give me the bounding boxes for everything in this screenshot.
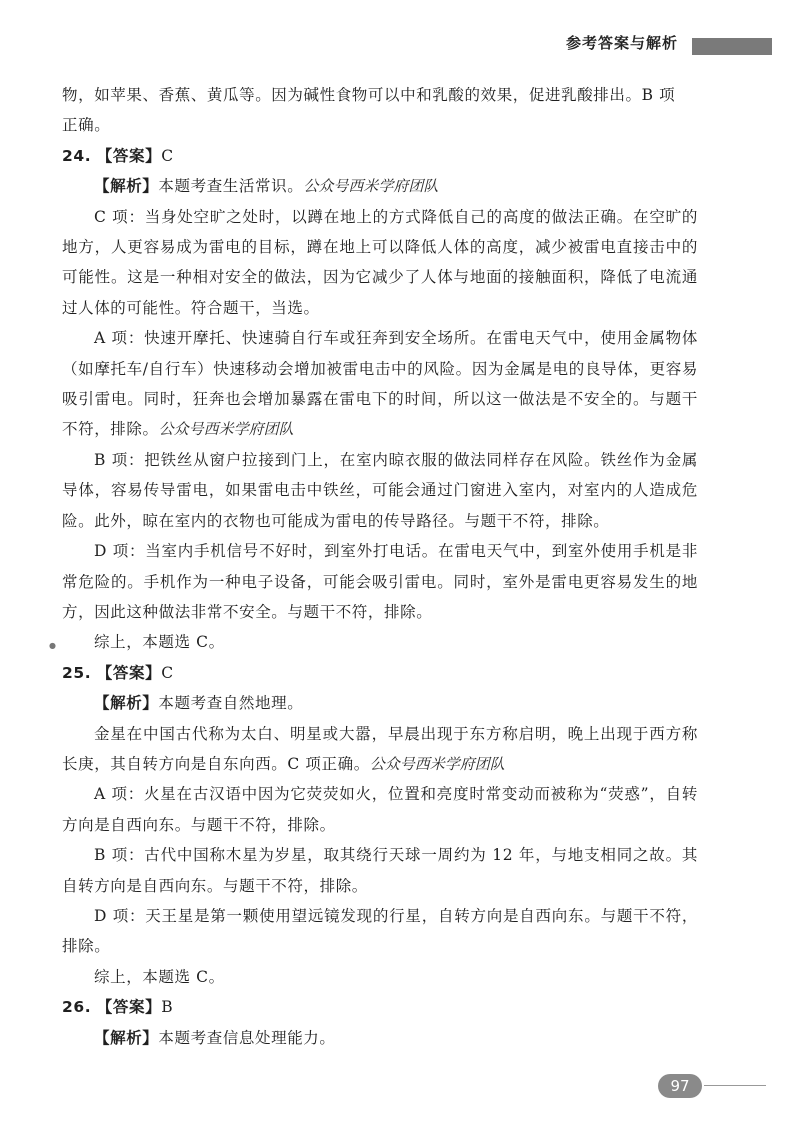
footer-rule: [704, 1085, 766, 1086]
q24-option-a: A 项：快速开摩托、快速骑自行车或狂奔到安全场所。在雷电天气中，使用金属物体（如摩托车/自行车）快速移动会增加被雷电击中的风险。因为金属是电的良导体，更容易吸引雷电。同时，狂奔也会增加暴露在雷电下的时间，所以这一做法是不安全的。与题干不符，排除。公众号西米学府团队: [62, 329, 698, 439]
running-header-title: 参考答案与解析: [566, 34, 679, 52]
watermark-text: 公众号西米学府团队: [303, 177, 439, 196]
q26-analysis-tag: 【解析】: [94, 1028, 159, 1047]
page-body: [62, 80, 698, 1053]
q24-option-c: C 项：当身处空旷之处时，以蹲在地上的方式降低自己的高度的做法正确。在空旷的地方，人更容易成为雷电的目标，蹲在地上可以降低人体的高度，减少被雷电直接击中的可能性。这是一种相对安全的做法，因为它减少了人体与地面的接触面积，降低了电流通过人体的可能性。符合题干，当选。: [62, 207, 698, 317]
q24-summary: 综上，本题选 C。: [94, 633, 225, 652]
q24-answer-tag: 【答案】: [96, 146, 162, 165]
q25-option-a: A 项：火星在古汉语中因为它荧荧如火，位置和亮度时常变动而被称为“荧惑”，自转方向是自西向东。与题干不符，排除。: [62, 785, 698, 834]
q24-analysis-tag: 【解析】: [94, 177, 159, 196]
q25-answer-line: [62, 658, 698, 688]
q24-number: 24.: [62, 146, 92, 165]
q26-answer: B: [161, 998, 174, 1017]
q25-number: 25.: [62, 663, 92, 682]
binding-edge-mark: ●: [49, 641, 56, 650]
q25-summary: 综上，本题选 C。: [94, 967, 225, 986]
q25-answer: C: [161, 663, 174, 682]
q26-number: 26.: [62, 998, 92, 1017]
q26-analysis-line: 【解析】本题考查信息处理能力。: [94, 1028, 336, 1047]
q25-option-b: B 项：古代中国称木星为岁星，取其绕行天球一周约为 12 年，与地支相同之故。其自转方向是自西向东。与题干不符，排除。: [62, 846, 698, 895]
q26-answer-line: [62, 992, 698, 1022]
q25-option-d: D 项：天王星是第一颗使用望远镜发现的行星，自转方向是自西向东。与题干不符，排除。: [62, 906, 698, 956]
q24-option-b: B 项：把铁丝从窗户拉接到门上，在室内晾衣服的做法同样存在风险。铁丝作为金属导体，容易传导雷电，如果雷电击中铁丝，可能会通过门窗进入室内，对室内的人造成危险。此外，晾在室内的衣物也可能成为雷电的传导路径。与题干不符，排除。: [62, 450, 698, 530]
q24-option-d: D 项：当室内手机信号不好时，到室外打电话。在雷电天气中，到室外使用手机是非常危险的。手机作为一种电子设备，可能会吸引雷电。同时，室外是雷电更容易发生的地方，因此这种做法非常不安全。与题干不符，排除。: [62, 542, 698, 621]
continued-text: 物，如苹果、香蕉、黄瓜等。因为碱性食物可以中和乳酸的效果，促进乳酸排出。B 项 正确。: [62, 86, 676, 135]
watermark-text: 公众号西米学府团队: [158, 420, 294, 439]
q24-answer: C: [161, 146, 174, 165]
q24-analysis-line: 【解析】本题考查生活常识。公众号西米学府团队: [94, 177, 439, 196]
q25-option-c: 金星在中国古代称为太白、明星或大嚣，早晨出现于东方称启明，晚上出现于西方称长庚，其自转方向是自东向西。C 项正确。公众号西米学府团队: [62, 724, 698, 773]
page-number: 97: [658, 1074, 702, 1098]
q25-analysis-line: 【解析】本题考查自然地理。: [94, 694, 304, 713]
q25-analysis-tag: 【解析】: [94, 694, 159, 713]
q26-answer-tag: 【答案】: [96, 998, 162, 1017]
q24-answer-line: [62, 141, 698, 171]
q25-answer-tag: 【答案】: [96, 663, 162, 682]
header-decor-bar: [692, 38, 772, 55]
watermark-text: 公众号西米学府团队: [369, 754, 505, 773]
